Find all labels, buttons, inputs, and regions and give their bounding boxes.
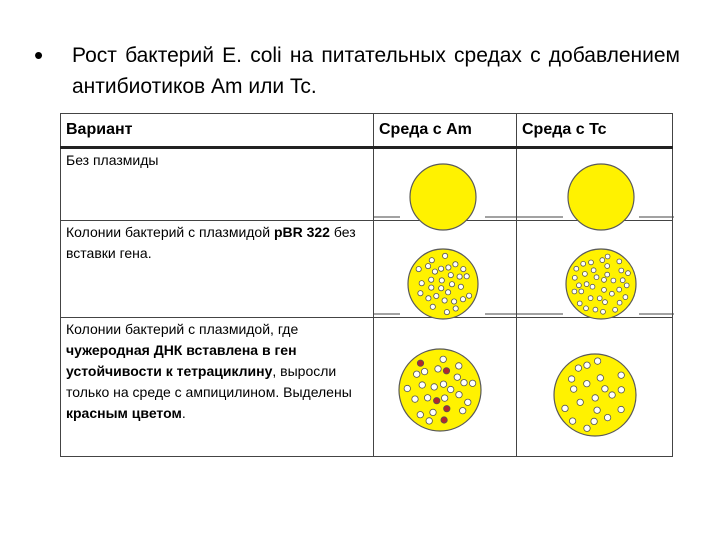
white-colony bbox=[418, 291, 423, 296]
table-row bbox=[61, 148, 673, 221]
white-colony bbox=[448, 273, 453, 278]
white-colony bbox=[619, 268, 624, 273]
white-colony bbox=[432, 269, 437, 274]
white-colony bbox=[591, 418, 597, 424]
header-variant: Вариант bbox=[61, 114, 374, 148]
white-colony bbox=[590, 284, 595, 289]
red-colony bbox=[417, 360, 423, 366]
white-colony bbox=[448, 386, 454, 392]
white-colony bbox=[626, 271, 631, 276]
row-label-part: красным цветом bbox=[66, 405, 182, 421]
tc-plate-cell bbox=[517, 221, 673, 318]
white-colony bbox=[602, 288, 607, 293]
white-colony bbox=[439, 286, 444, 291]
white-colony bbox=[404, 385, 410, 391]
table-header-row bbox=[61, 114, 673, 148]
row-label-part: Без плазмиды bbox=[66, 152, 159, 168]
white-colony bbox=[617, 259, 622, 264]
white-colony bbox=[610, 291, 615, 296]
white-colony bbox=[440, 356, 446, 362]
white-colony bbox=[618, 372, 624, 378]
white-colony bbox=[584, 381, 590, 387]
row-label bbox=[61, 221, 374, 318]
plate-no-plasmid-tc bbox=[517, 149, 673, 219]
white-colony bbox=[443, 253, 448, 258]
white-colony bbox=[449, 282, 454, 287]
white-colony bbox=[574, 266, 579, 271]
white-colony bbox=[577, 283, 582, 288]
row-label-part: , выросли только на среде с ампицилином. Выделены bbox=[66, 363, 352, 400]
am-plate-cell bbox=[374, 221, 517, 318]
white-colony bbox=[412, 396, 418, 402]
white-colony bbox=[424, 395, 430, 401]
table-row bbox=[61, 318, 673, 457]
white-colony bbox=[421, 368, 427, 374]
white-colony bbox=[597, 375, 603, 381]
white-colony bbox=[569, 418, 575, 424]
white-colony bbox=[461, 380, 467, 386]
plate-insert-am bbox=[374, 318, 517, 455]
white-colony bbox=[435, 366, 441, 372]
white-colony bbox=[602, 278, 607, 283]
row-label-part: чужеродная ДНК вставлена в ген устойчивости к тетрациклину bbox=[66, 342, 297, 379]
white-colony bbox=[442, 395, 448, 401]
white-colony bbox=[439, 266, 444, 271]
red-colony bbox=[443, 368, 449, 374]
white-colony bbox=[602, 386, 608, 392]
white-colony bbox=[584, 425, 590, 431]
white-colony bbox=[601, 309, 606, 314]
white-colony bbox=[609, 392, 615, 398]
plate-pbr322-am bbox=[374, 221, 517, 316]
white-colony bbox=[460, 408, 466, 414]
white-colony bbox=[605, 254, 610, 259]
white-colony bbox=[572, 275, 577, 280]
white-colony bbox=[454, 374, 460, 380]
white-colony bbox=[456, 392, 462, 398]
white-colony bbox=[429, 285, 434, 290]
white-colony bbox=[605, 264, 610, 269]
white-colony bbox=[603, 300, 608, 305]
row-label bbox=[61, 148, 374, 221]
plate-pbr322-tc bbox=[517, 221, 673, 316]
plate-no-plasmid-am bbox=[374, 149, 517, 219]
header-tc-medium: Среда с Tc bbox=[517, 114, 673, 148]
white-colony bbox=[453, 262, 458, 267]
white-colony bbox=[434, 293, 439, 298]
row-label-part: Колонии бактерий с плазмидой bbox=[66, 224, 274, 240]
white-colony bbox=[429, 277, 434, 282]
white-colony bbox=[446, 265, 451, 270]
plate-insert-tc bbox=[517, 318, 673, 455]
white-colony bbox=[452, 299, 457, 304]
white-colony bbox=[618, 387, 624, 393]
white-colony bbox=[568, 376, 574, 382]
white-colony bbox=[613, 307, 618, 312]
white-colony bbox=[575, 365, 581, 371]
white-colony bbox=[467, 293, 472, 298]
white-colony bbox=[594, 275, 599, 280]
white-colony bbox=[429, 258, 434, 263]
white-colony bbox=[594, 407, 600, 413]
am-plate-cell bbox=[374, 318, 517, 457]
row-label-part: pBR 322 bbox=[273, 224, 330, 240]
white-colony bbox=[594, 358, 600, 364]
white-colony bbox=[458, 284, 463, 289]
white-colony bbox=[591, 268, 596, 273]
white-colony bbox=[600, 258, 605, 263]
white-colony bbox=[416, 267, 421, 272]
white-colony bbox=[597, 296, 602, 301]
white-colony bbox=[604, 414, 610, 420]
red-colony bbox=[434, 398, 440, 404]
white-colony bbox=[414, 371, 420, 377]
white-colony bbox=[583, 272, 588, 277]
header-am-medium: Среда с Am bbox=[374, 114, 517, 148]
row-label bbox=[61, 318, 374, 457]
white-colony bbox=[577, 399, 583, 405]
white-colony bbox=[593, 307, 598, 312]
white-colony bbox=[456, 363, 462, 369]
white-colony bbox=[439, 278, 444, 283]
white-colony bbox=[592, 395, 598, 401]
red-colony bbox=[441, 417, 447, 423]
white-colony bbox=[417, 412, 423, 418]
white-colony bbox=[461, 267, 466, 272]
tc-plate-cell bbox=[517, 318, 673, 457]
white-colony bbox=[440, 381, 446, 387]
white-colony bbox=[419, 382, 425, 388]
bullet-point bbox=[34, 40, 680, 102]
white-colony bbox=[618, 406, 624, 412]
results-table bbox=[60, 113, 673, 457]
white-colony bbox=[465, 399, 471, 405]
white-colony bbox=[453, 306, 458, 311]
white-colony bbox=[426, 418, 432, 424]
white-colony bbox=[584, 282, 589, 287]
white-colony bbox=[426, 296, 431, 301]
white-colony bbox=[584, 362, 590, 368]
white-colony bbox=[605, 272, 610, 277]
white-colony bbox=[431, 384, 437, 390]
white-colony bbox=[430, 409, 436, 415]
white-colony bbox=[562, 405, 568, 411]
white-colony bbox=[584, 306, 589, 311]
white-colony bbox=[577, 301, 582, 306]
white-colony bbox=[460, 297, 465, 302]
am-plate-cell bbox=[374, 148, 517, 221]
white-colony bbox=[617, 300, 622, 305]
white-colony bbox=[572, 289, 577, 294]
row-label-part: Колонии бактерий с плазмидой, где bbox=[66, 321, 299, 337]
red-colony bbox=[444, 406, 450, 412]
white-colony bbox=[469, 380, 475, 386]
white-colony bbox=[611, 278, 616, 283]
table-row bbox=[61, 221, 673, 318]
white-colony bbox=[571, 386, 577, 392]
white-colony bbox=[581, 261, 586, 266]
bullet-marker: • bbox=[34, 40, 44, 70]
white-colony bbox=[442, 298, 447, 303]
tc-plate-cell bbox=[517, 148, 673, 221]
white-colony bbox=[620, 278, 625, 283]
white-colony bbox=[623, 295, 628, 300]
row-label-part: без вставки гена. bbox=[66, 224, 356, 261]
white-colony bbox=[426, 264, 431, 269]
row-label-part: . bbox=[181, 405, 186, 421]
white-colony bbox=[588, 296, 593, 301]
white-colony bbox=[430, 304, 435, 309]
bullet-text: Рост бактерий E. coli на питательных средах с добавлением антибиотиков Am или Tc. bbox=[72, 44, 680, 98]
white-colony bbox=[419, 281, 424, 286]
white-colony bbox=[457, 274, 462, 279]
white-colony bbox=[589, 260, 594, 265]
white-colony bbox=[464, 274, 469, 279]
white-colony bbox=[444, 310, 449, 315]
white-colony bbox=[624, 283, 629, 288]
white-colony bbox=[617, 287, 622, 292]
white-colony bbox=[579, 289, 584, 294]
white-colony bbox=[446, 290, 451, 295]
